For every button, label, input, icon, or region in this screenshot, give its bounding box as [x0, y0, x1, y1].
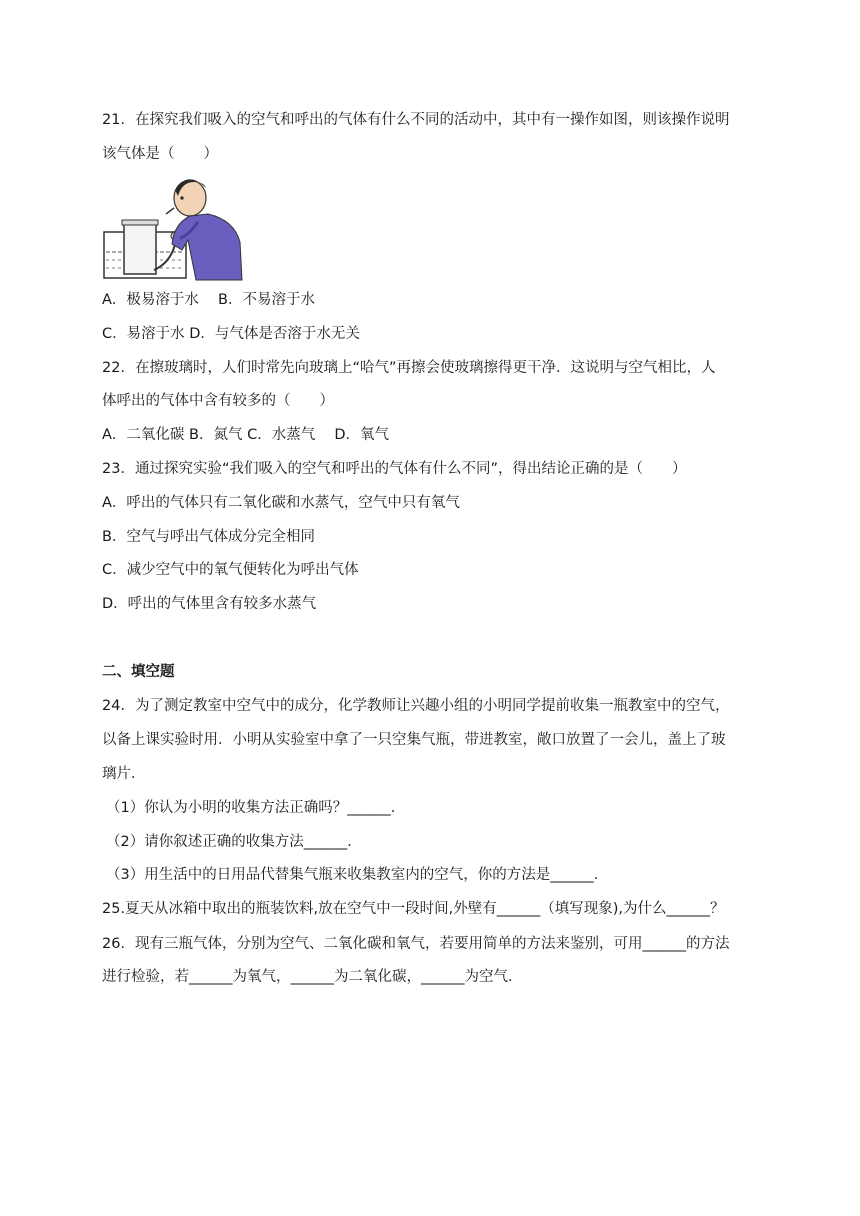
q23-option-a: A．呼出的气体只有二氧化碳和水蒸气，空气中只有氧气 — [102, 495, 460, 511]
person-blowing-into-jar-icon — [102, 170, 244, 282]
q21-options-row1: A．极易溶于水 B．不易溶于水 — [102, 292, 315, 308]
q24-subquestion-1: （1）你认为小明的收集方法正确吗？______． — [106, 800, 406, 816]
q26-stem-line1: 26．现有三瓶气体，分别为空气、二氧化碳和氧气，若要用简单的方法来鉴别，可用______的方法 — [102, 936, 730, 952]
q21-stem-line1: 21．在探究我们吸入的空气和呼出的气体有什么不同的活动中，其中有一操作如图，则该操作说明 — [102, 112, 730, 128]
q22-options-row: A．二氧化碳 B．氮气 C．水蒸气 D．氧气 — [102, 427, 389, 443]
q23-stem: 23．通过探究实验“我们吸入的空气和呼出的气体有什么不同”，得出结论正确的是（ ） — [102, 461, 687, 477]
q26-stem-line2: 进行检验，若______为氧气，______为二氧化碳，______为空气． — [102, 969, 523, 985]
q24-stem-line1: 24．为了测定教室中空气中的成分，化学教师让兴趣小组的小明同学提前收集一瓶教室中的空气， — [102, 698, 730, 714]
q24-subquestion-3: （3）用生活中的日用品代替集气瓶来收集教室内的空气，你的方法是______． — [106, 867, 609, 883]
q25-stem: 25.夏天从冰箱中取出的瓶装饮料,放在空气中一段时间,外壁有______（填写现象),为什么______？ — [102, 901, 725, 917]
q23-option-b: B．空气与呼出气体成分完全相同 — [102, 529, 315, 545]
q21-stem-line2: 该气体是（ ） — [102, 146, 218, 162]
q24-stem-line3: 璃片． — [102, 766, 146, 782]
exhale-experiment-illustration — [102, 170, 244, 282]
q21-options-row2: C．易溶于水 D．与气体是否溶于水无关 — [102, 326, 360, 342]
q24-subquestion-2: （2）请你叙述正确的收集方法______． — [106, 834, 362, 850]
q22-stem-line1: 22．在擦玻璃时，人们时常先向玻璃上“哈气”再擦会使玻璃擦得更干净．这说明与空气相比，人 — [102, 360, 716, 376]
q24-stem-line2: 以备上课实验时用．小明从实验室中拿了一只空集气瓶，带进教室，敞口放置了一会儿，盖上了玻 — [102, 732, 726, 748]
section-fill-in-title: 二、填空题 — [102, 664, 175, 680]
q23-option-c: C．减少空气中的氧气便转化为呼出气体 — [102, 562, 359, 578]
q22-stem-line2: 体呼出的气体中含有较多的（ ） — [102, 393, 334, 409]
q23-option-d: D．呼出的气体里含有较多水蒸气 — [102, 596, 317, 612]
